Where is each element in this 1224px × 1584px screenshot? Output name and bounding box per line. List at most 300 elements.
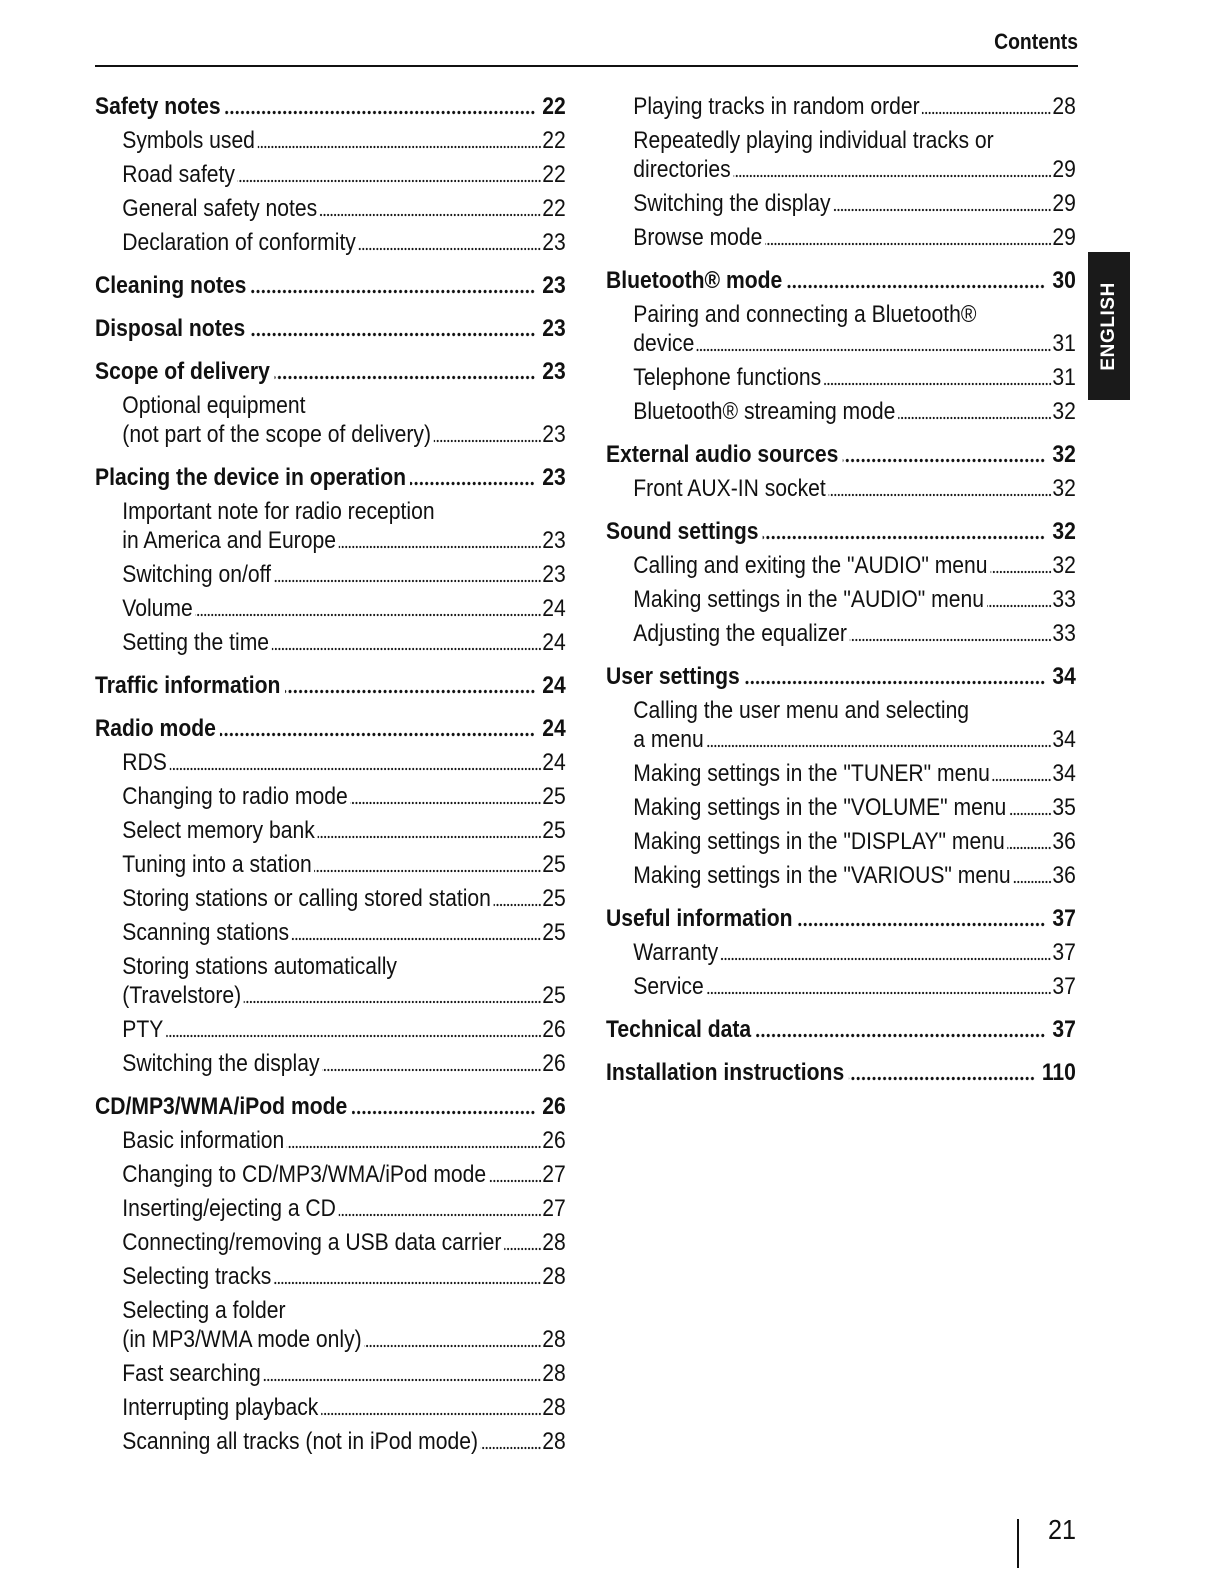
page-reference: 33	[1052, 619, 1076, 647]
toc-entry	[95, 813, 566, 847]
toc-entry	[606, 693, 1076, 756]
toc-line	[122, 1262, 566, 1291]
page-reference: 24	[542, 671, 566, 699]
entry-title: Making settings in the "DISPLAY" menu	[633, 827, 1005, 855]
entry-title: Making settings in the "VOLUME" menu	[633, 793, 1007, 821]
toc-line	[95, 1092, 566, 1121]
toc-line	[122, 1228, 566, 1257]
page-reference: 22	[542, 92, 566, 120]
toc-section-heading	[606, 263, 1076, 297]
dot-leader	[225, 110, 535, 115]
dot-leader	[494, 903, 542, 907]
toc-entry	[606, 394, 1076, 428]
page-reference: 27	[542, 1160, 566, 1188]
toc-entry	[606, 935, 1076, 969]
entry-title: Telephone functions	[633, 363, 822, 391]
entry-title: a menu	[633, 725, 704, 753]
entry-title: Repeatedly playing individual tracks or	[633, 126, 994, 154]
section-title: Technical data	[606, 1015, 752, 1043]
toc-line	[122, 194, 566, 223]
toc-line	[122, 594, 566, 623]
page-reference: 32	[1052, 474, 1076, 502]
toc-entry	[95, 157, 566, 191]
entry-title: (Travelstore)	[122, 981, 242, 1009]
page-reference: 25	[542, 981, 566, 1009]
page-reference: 34	[1052, 759, 1076, 787]
toc-line	[633, 938, 1076, 967]
toc-line	[606, 662, 1076, 691]
entry-title: Fast searching	[122, 1359, 261, 1387]
dot-leader	[292, 937, 542, 941]
dot-leader	[849, 1076, 1035, 1081]
dot-leader	[322, 1068, 541, 1072]
dot-leader	[787, 284, 1046, 289]
dot-leader	[320, 213, 542, 217]
page-reference: 24	[542, 628, 566, 656]
dot-leader	[721, 957, 1052, 961]
entry-title: Browse mode	[633, 223, 763, 251]
page-reference: 23	[542, 271, 566, 299]
toc-entry	[95, 1191, 566, 1225]
dot-leader	[287, 1145, 542, 1149]
toc-line	[122, 628, 566, 657]
entry-title: Changing to CD/MP3/WMA/iPod mode	[122, 1160, 487, 1188]
dot-leader	[263, 1378, 541, 1382]
entry-title: Optional equipment	[122, 391, 306, 419]
entry-title: Selecting tracks	[122, 1262, 272, 1290]
toc-entry	[606, 89, 1076, 123]
toc-section-heading	[606, 437, 1076, 471]
section-title: Sound settings	[606, 517, 759, 545]
toc-line	[95, 357, 566, 386]
toc-section-heading	[606, 901, 1076, 935]
toc-entry	[95, 1259, 566, 1293]
dot-leader	[350, 801, 541, 805]
toc-entry	[95, 847, 566, 881]
toc-entry	[95, 1123, 566, 1157]
toc-line	[606, 517, 1076, 546]
entry-title: Switching the display	[122, 1049, 320, 1077]
dot-leader	[317, 835, 541, 839]
page-reference: 23	[542, 420, 566, 448]
page-reference: 24	[542, 748, 566, 776]
dot-leader	[238, 179, 542, 183]
dot-leader	[195, 613, 541, 617]
section-title: Installation instructions	[606, 1058, 845, 1086]
entry-title: Symbols used	[122, 126, 255, 154]
dot-leader	[898, 416, 1052, 420]
toc-entry	[95, 1356, 566, 1390]
dot-leader	[824, 382, 1052, 386]
toc-line	[606, 1015, 1076, 1044]
entry-title: Scanning all tracks (not in iPod mode)	[122, 1427, 478, 1455]
dot-leader	[706, 991, 1051, 995]
page-reference: 32	[1052, 551, 1076, 579]
toc-line	[122, 1359, 566, 1388]
toc-line	[95, 314, 566, 343]
page-reference: 36	[1052, 827, 1076, 855]
page-reference: 28	[542, 1262, 566, 1290]
page-reference: 26	[542, 1126, 566, 1154]
page-reference: 34	[1052, 662, 1076, 690]
toc-line	[122, 160, 566, 189]
toc-line	[606, 440, 1076, 469]
footer-divider	[1017, 1519, 1019, 1568]
page-reference: 23	[542, 357, 566, 385]
dot-leader	[828, 493, 1051, 497]
entry-title: Warranty	[633, 938, 719, 966]
toc-section-heading	[95, 1089, 566, 1123]
toc-line	[122, 1049, 566, 1078]
toc-line	[633, 861, 1076, 890]
page-reference: 26	[542, 1049, 566, 1077]
dot-leader	[992, 778, 1051, 782]
entry-title: Tuning into a station	[122, 850, 312, 878]
toc-section-heading	[606, 1012, 1076, 1046]
section-title: Placing the device in operation	[95, 463, 407, 491]
page-reference: 36	[1052, 861, 1076, 889]
toc-entry	[95, 191, 566, 225]
toc-line	[633, 972, 1076, 1001]
entry-title: Changing to radio mode	[122, 782, 348, 810]
page-reference: 29	[1052, 189, 1076, 217]
dot-leader	[434, 439, 542, 443]
toc-entry	[606, 548, 1076, 582]
page-reference: 26	[542, 1092, 566, 1120]
page-reference: 23	[542, 560, 566, 588]
page-reference: 37	[1052, 1015, 1076, 1043]
entry-title: Volume	[122, 594, 193, 622]
page-reference: 32	[1052, 440, 1076, 468]
page-reference: 34	[1052, 725, 1076, 753]
dot-leader	[706, 744, 1051, 748]
entry-title: Switching the display	[633, 189, 831, 217]
toc-entry	[95, 915, 566, 949]
dot-leader	[244, 1000, 542, 1004]
entry-title: Selecting a folder	[122, 1296, 286, 1324]
toc-entry	[606, 297, 1076, 360]
section-title: Disposal notes	[95, 314, 246, 342]
entry-title: Basic information	[122, 1126, 285, 1154]
dot-leader	[922, 111, 1051, 115]
entry-title: Front AUX-IN socket	[633, 474, 826, 502]
toc-entry	[606, 969, 1076, 1003]
dot-leader	[756, 1033, 1046, 1038]
toc-entry	[606, 220, 1076, 254]
toc-entry	[95, 225, 566, 259]
toc-line	[122, 526, 566, 555]
toc-line	[633, 363, 1076, 392]
dot-leader	[481, 1446, 542, 1450]
page-reference: 28	[542, 1228, 566, 1256]
section-title: Traffic information	[95, 671, 281, 699]
entry-title: Calling the user menu and selecting	[633, 696, 970, 724]
toc-line	[633, 619, 1076, 648]
entry-title: directories	[633, 155, 731, 183]
toc-entry	[95, 1424, 566, 1458]
page-number: 21	[1047, 1514, 1076, 1545]
entry-title: RDS	[122, 748, 167, 776]
dot-leader	[170, 767, 542, 771]
section-title: User settings	[606, 662, 740, 690]
toc-line	[122, 228, 566, 257]
toc-line	[122, 126, 566, 155]
dot-leader	[765, 242, 1051, 246]
dot-leader	[359, 247, 542, 251]
page-reference: 25	[542, 850, 566, 878]
toc-line	[122, 1325, 566, 1354]
toc-line	[122, 391, 566, 420]
page-reference: 25	[542, 884, 566, 912]
dot-leader	[987, 604, 1052, 608]
toc-entry	[95, 494, 566, 557]
dot-leader	[744, 680, 1045, 685]
dot-leader	[504, 1247, 541, 1251]
page-reference: 25	[542, 816, 566, 844]
dot-leader	[274, 375, 535, 380]
toc-line	[122, 1194, 566, 1223]
toc-entry	[95, 557, 566, 591]
toc-line	[122, 981, 566, 1010]
toc-section-heading	[95, 354, 566, 388]
entry-title: device	[633, 329, 695, 357]
toc-line	[122, 850, 566, 879]
entry-title: Calling and exiting the "AUDIO" menu	[633, 551, 988, 579]
toc-line	[122, 420, 566, 449]
dot-leader	[990, 570, 1051, 574]
entry-title: Adjusting the equalizer	[633, 619, 847, 647]
toc-section-heading	[606, 1055, 1076, 1089]
dot-leader	[850, 638, 1052, 642]
dot-leader	[314, 869, 541, 873]
entry-title: Road safety	[122, 160, 235, 188]
page-reference: 29	[1052, 155, 1076, 183]
page-reference: 110	[1041, 1058, 1076, 1086]
dot-leader	[220, 732, 535, 737]
toc-entry	[606, 123, 1076, 186]
dot-leader	[1007, 846, 1051, 850]
toc-line	[122, 748, 566, 777]
entry-title: Making settings in the "TUNER" menu	[633, 759, 990, 787]
toc-entry	[606, 756, 1076, 790]
toc-line	[95, 92, 566, 121]
section-title: Bluetooth® mode	[606, 266, 783, 294]
entry-title: Interrupting playback	[122, 1393, 319, 1421]
toc-entry	[95, 745, 566, 779]
toc-entry	[95, 1225, 566, 1259]
toc-line	[122, 560, 566, 589]
page-reference: 26	[542, 1015, 566, 1043]
page-reference: 28	[542, 1393, 566, 1421]
toc-line	[633, 92, 1076, 121]
dot-leader	[274, 1281, 541, 1285]
dot-leader	[352, 1110, 536, 1115]
dot-leader	[274, 579, 542, 583]
toc-line	[606, 904, 1076, 933]
page-header-title: Contents	[994, 29, 1078, 54]
page-reference: 24	[542, 714, 566, 742]
toc-section-heading	[606, 514, 1076, 548]
toc-entry	[95, 949, 566, 1012]
toc-line	[633, 329, 1076, 358]
entry-title: Switching on/off	[122, 560, 271, 588]
toc-entry	[95, 1046, 566, 1080]
toc-line	[122, 1015, 566, 1044]
toc-line	[122, 1427, 566, 1456]
entry-title: Inserting/ejecting a CD	[122, 1194, 336, 1222]
page-reference: 28	[542, 1427, 566, 1455]
toc-section-heading	[95, 89, 566, 123]
page-reference: 31	[1052, 363, 1076, 391]
page-reference: 37	[1052, 938, 1076, 966]
toc-entry	[606, 824, 1076, 858]
toc-entry	[95, 591, 566, 625]
toc-line	[95, 714, 566, 743]
toc-entry	[95, 1293, 566, 1356]
page-reference: 32	[1052, 517, 1076, 545]
page-reference: 25	[542, 782, 566, 810]
page-reference: 32	[1052, 397, 1076, 425]
toc-line	[606, 266, 1076, 295]
toc-line	[633, 397, 1076, 426]
dot-leader	[1013, 880, 1051, 884]
toc-line	[122, 1160, 566, 1189]
dot-leader	[697, 348, 1052, 352]
toc-line	[122, 918, 566, 947]
section-title: Useful information	[606, 904, 793, 932]
page-reference: 29	[1052, 223, 1076, 251]
entry-title: (not part of the scope of delivery)	[122, 420, 432, 448]
entry-title: in America and Europe	[122, 526, 336, 554]
toc-line	[633, 189, 1076, 218]
header-divider	[95, 65, 1078, 67]
page-reference: 28	[542, 1359, 566, 1387]
toc-line	[633, 474, 1076, 503]
toc-line	[633, 793, 1076, 822]
toc-section-heading	[606, 659, 1076, 693]
dot-leader	[763, 535, 1045, 540]
toc-line	[633, 696, 1076, 725]
page-reference: 28	[1052, 92, 1076, 120]
page-reference: 27	[542, 1194, 566, 1222]
toc-section-heading	[95, 268, 566, 302]
section-title: External audio sources	[606, 440, 839, 468]
dot-leader	[364, 1344, 541, 1348]
page-reference: 33	[1052, 585, 1076, 613]
toc-entry	[95, 388, 566, 451]
toc-line	[122, 1393, 566, 1422]
toc-entry	[606, 858, 1076, 892]
dot-leader	[833, 208, 1051, 212]
page-reference: 37	[1052, 972, 1076, 1000]
toc-column-left	[95, 89, 566, 1458]
toc-line	[122, 952, 566, 981]
section-title: Safety notes	[95, 92, 221, 120]
toc-line	[633, 155, 1076, 184]
entry-title: PTY	[122, 1015, 164, 1043]
language-tab-label: ENGLISH	[1098, 281, 1119, 371]
dot-leader	[1009, 812, 1052, 816]
toc-entry	[606, 360, 1076, 394]
toc-entry	[606, 790, 1076, 824]
toc-section-heading	[95, 668, 566, 702]
dot-leader	[489, 1179, 542, 1183]
toc-entry	[606, 471, 1076, 505]
dot-leader	[339, 1213, 542, 1217]
toc-section-heading	[95, 311, 566, 345]
entry-title: Making settings in the "VARIOUS" menu	[633, 861, 1011, 889]
entry-title: Important note for radio reception	[122, 497, 435, 525]
toc-entry	[606, 582, 1076, 616]
entry-title: Service	[633, 972, 704, 1000]
page-reference: 22	[542, 126, 566, 154]
page-reference: 28	[542, 1325, 566, 1353]
toc-entry	[95, 1157, 566, 1191]
entry-title: Playing tracks in random order	[633, 92, 920, 120]
page-reference: 37	[1052, 904, 1076, 932]
toc-line	[633, 725, 1076, 754]
toc-line	[122, 497, 566, 526]
page-reference: 23	[542, 228, 566, 256]
dot-leader	[250, 332, 536, 337]
entry-title: Storing stations or calling stored station	[122, 884, 491, 912]
dot-leader	[797, 922, 1045, 927]
toc-column-right	[606, 89, 1076, 1089]
toc-line	[122, 1296, 566, 1325]
page-reference: 22	[542, 194, 566, 222]
entry-title: Declaration of conformity	[122, 228, 356, 256]
page-reference: 35	[1052, 793, 1076, 821]
entry-title: General safety notes	[122, 194, 318, 222]
dot-leader	[843, 458, 1046, 463]
toc-line	[95, 671, 566, 700]
toc-line	[122, 816, 566, 845]
toc-entry	[95, 1012, 566, 1046]
toc-entry	[606, 186, 1076, 220]
toc-line	[606, 1058, 1076, 1087]
toc-line	[633, 585, 1076, 614]
page-reference: 23	[542, 314, 566, 342]
dot-leader	[272, 647, 542, 651]
dot-leader	[166, 1034, 541, 1038]
toc-section-heading	[95, 711, 566, 745]
page-reference: 22	[542, 160, 566, 188]
toc-line	[633, 223, 1076, 252]
toc-line	[95, 271, 566, 300]
page-reference: 23	[542, 526, 566, 554]
section-title: CD/MP3/WMA/iPod mode	[95, 1092, 348, 1120]
toc-line	[633, 759, 1076, 788]
entry-title: Pairing and connecting a Bluetooth®	[633, 300, 977, 328]
section-title: Scope of delivery	[95, 357, 270, 385]
toc-line	[633, 300, 1076, 329]
page-reference: 30	[1052, 266, 1076, 294]
entry-title: Setting the time	[122, 628, 270, 656]
toc-entry	[606, 616, 1076, 650]
section-title: Cleaning notes	[95, 271, 247, 299]
entry-title: Bluetooth® streaming mode	[633, 397, 896, 425]
dot-leader	[251, 289, 535, 294]
entry-title: Storing stations automatically	[122, 952, 397, 980]
toc-line	[633, 551, 1076, 580]
toc-line	[122, 782, 566, 811]
toc-entry	[95, 1390, 566, 1424]
dot-leader	[733, 174, 1051, 178]
entry-title: (in MP3/WMA mode only)	[122, 1325, 362, 1353]
toc-line	[633, 126, 1076, 155]
toc-entry	[95, 123, 566, 157]
toc-entry	[95, 625, 566, 659]
